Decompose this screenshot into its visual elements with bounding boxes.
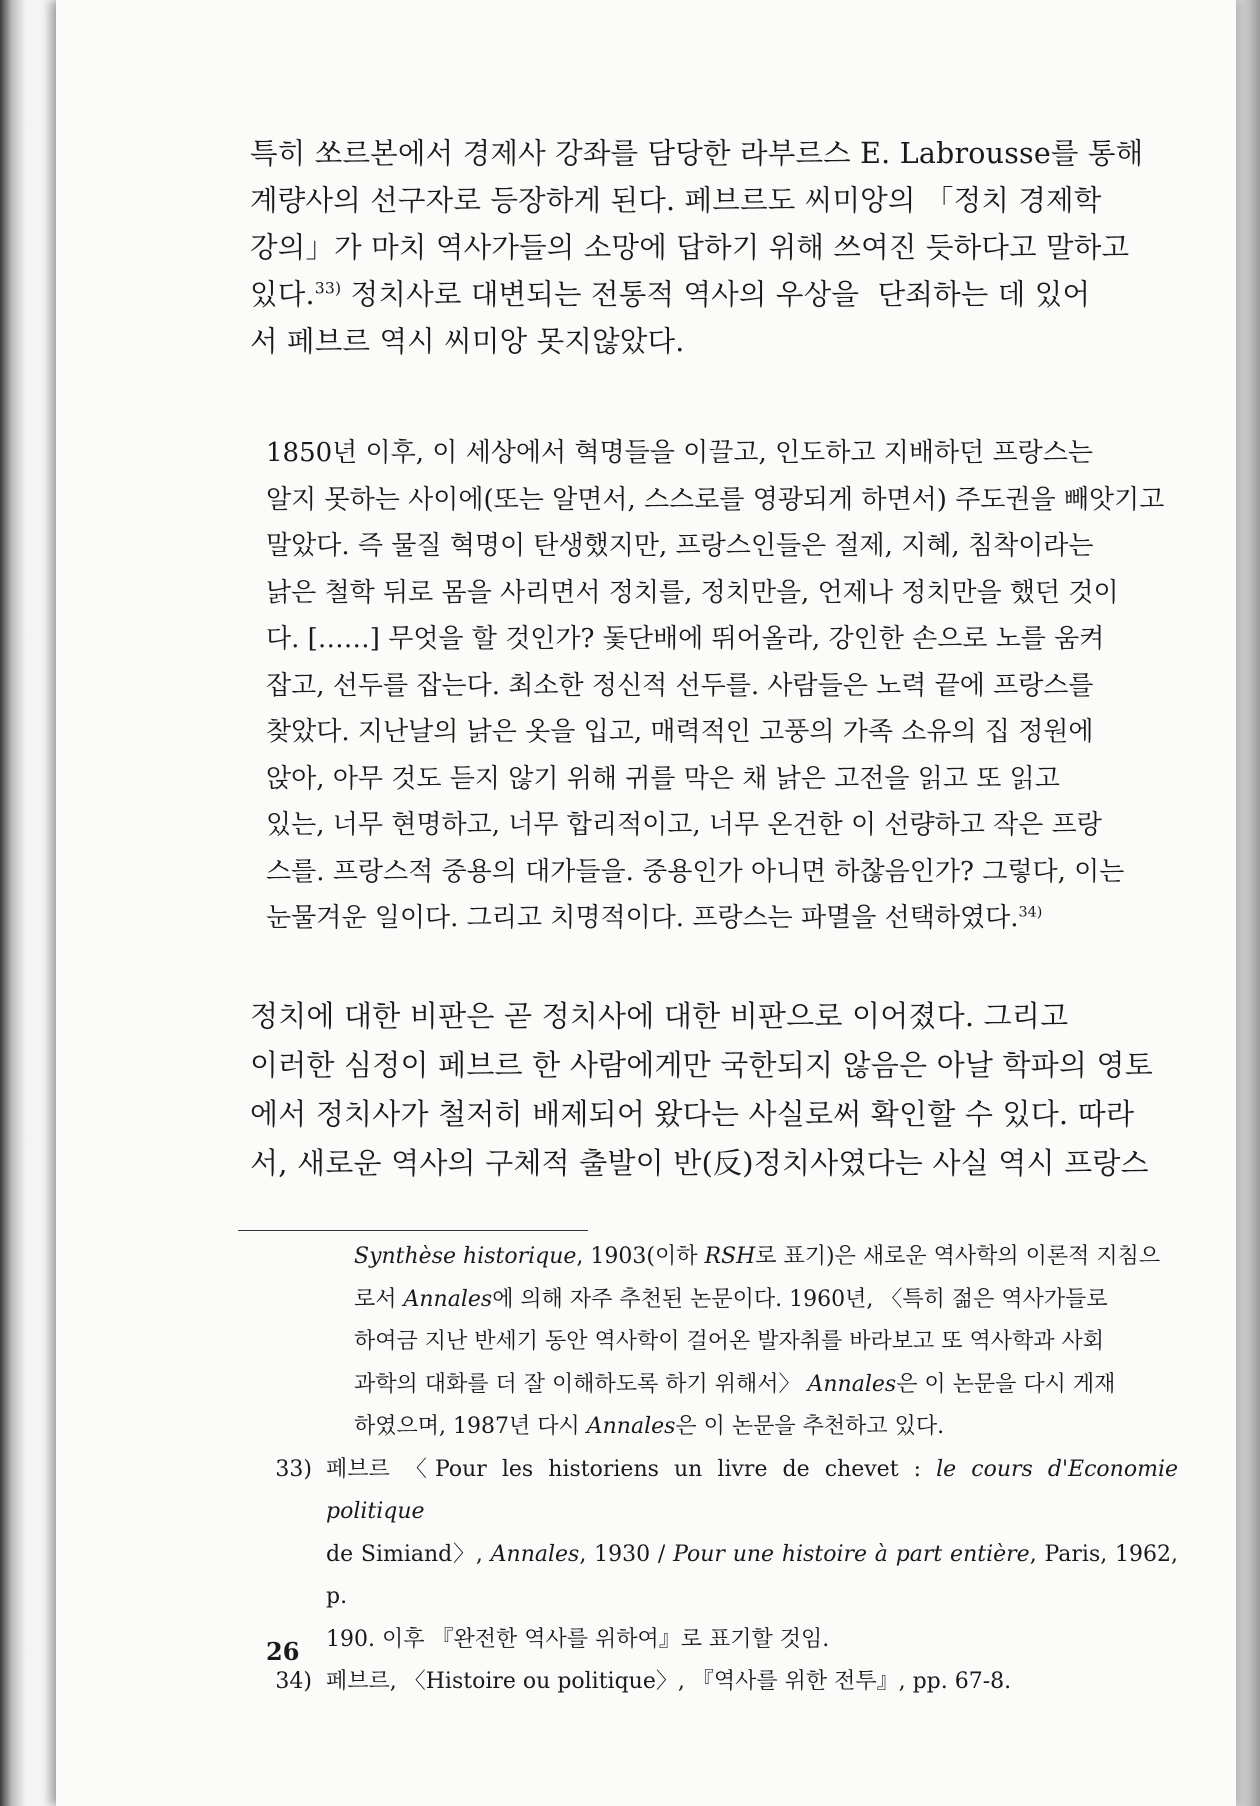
footnote-line: 페브르, 〈Histoire ou politique〉, 『역사를 위한 전투』, pp. 67-8. (326, 1669, 1012, 1694)
footnotes (256, 1236, 1178, 1704)
text-segment: Synthèse historique (354, 1244, 577, 1269)
quote-line: 있는, 너무 현명하고, 너무 합리적이고, 너무 온건한 이 선량하고 작은 프랑 (266, 810, 1102, 840)
quote-line: 찾았다. 지난날의 낡은 옷을 입고, 매력적인 고풍의 가족 소유의 집 정원에 (266, 717, 1094, 747)
text-segment: 은 이 논문을 다시 게재 (896, 1371, 1116, 1397)
text-segment: 은 이 논문을 추천하고 있다. (675, 1414, 945, 1439)
quote-line: 다. [……] 무엇을 할 것인가? 돛단배에 뛰어올라, 강인한 손으로 노를 움켜 (266, 624, 1105, 654)
footnote-33 (256, 1449, 1178, 1662)
quote-line: 앉아, 아무 것도 듣지 않기 위해 귀를 막은 채 낡은 고전을 읽고 또 읽고 (266, 763, 1060, 794)
text-segment: Annales (403, 1286, 493, 1312)
text-segment: Annales (807, 1371, 897, 1397)
footnote-34 (256, 1661, 1178, 1704)
quote-line (266, 895, 1178, 942)
text-segment: 정치사로 대변되는 전통적 역사의 우상을 단죄하는 데 있어 (341, 278, 1091, 311)
footnote-text (326, 1661, 1178, 1704)
footnote-text (326, 1449, 1178, 1662)
text-segment: RSH (704, 1244, 756, 1269)
text-segment: Annales (490, 1541, 580, 1567)
text-line: 서 페브르 역시 씨미앙 못지않았다. (250, 325, 685, 358)
text-segment: le cours d'Economie politique (326, 1456, 1179, 1524)
quote-line: 낡은 철학 뒤로 몸을 사리면서 정치를, 정치만을, 언제나 정치만을 했던 것이 (266, 577, 1119, 608)
footnote-number: 33) (275, 1456, 312, 1482)
text-line (250, 271, 1178, 318)
text-segment: 눈물겨운 일이다. 그리고 치명적이다. 프랑스는 파멸을 선택하였다. (266, 903, 1019, 933)
text-segment: 페브르 〈Pour les historiens un livre de chevet : (326, 1456, 937, 1482)
footnote-continuation (256, 1236, 1178, 1449)
text-segment: Pour une histoire à part entière (673, 1541, 1030, 1567)
text-segment: 로 표기)은 새로운 역사학의 이론적 지침으 (755, 1244, 1161, 1269)
quote-line: 1850년 이후, 이 세상에서 혁명들을 이끌고, 인도하고 지배하던 프랑스는 (266, 438, 1093, 468)
text-line: 특히 쏘르본에서 경제사 강좌를 담당한 라부르스 E. Labrousse를 통해 (250, 137, 1144, 170)
footnote-line (354, 1406, 1178, 1449)
text-segment: 있다. (250, 278, 315, 311)
text-line: 정치에 대한 비판은 곧 정치사에 대한 비판으로 이어졌다. 그리고 (250, 999, 1069, 1033)
text-segment: 로서 (354, 1286, 404, 1312)
text-segment: 에 의해 자주 추천된 논문이다. 1960년, 〈특히 젊은 역사가들로 (492, 1286, 1108, 1312)
text-segment: , 1903(이하 (576, 1244, 705, 1269)
quote-line: 말았다. 즉 물질 혁명이 탄생했지만, 프랑스인들은 절제, 지혜, 침착이라는 (266, 531, 1094, 561)
text-segment: 과학의 대화를 더 잘 이해하도록 하기 위해서〉 (354, 1371, 808, 1397)
footnote-line (326, 1534, 1178, 1619)
footnote-line (326, 1449, 1178, 1534)
page-number: 26 (266, 1637, 300, 1666)
body-paragraph-2 (250, 992, 1178, 1188)
block-quote (266, 430, 1178, 942)
footnote-number: 34) (275, 1669, 312, 1694)
text-segment: 하였으며, 1987년 다시 (354, 1414, 587, 1439)
text-segment: Annales (586, 1414, 676, 1439)
text-segment: , 1930 / (579, 1541, 674, 1567)
text-segment: de Simiand〉, (326, 1541, 491, 1567)
text-segment: , Paris, 1962, p. (326, 1541, 1179, 1609)
footnote-line (354, 1279, 1178, 1322)
footnote-ref-34: 34) (1018, 904, 1043, 921)
quote-line: 잡고, 선두를 잡는다. 최소한 정신적 선두를. 사람들은 노력 끝에 프랑스를 (266, 670, 1094, 701)
text-line: 이러한 심정이 페브르 한 사람에게만 국한되지 않음은 아날 학파의 영토 (250, 1048, 1153, 1082)
text-line: 서, 새로운 역사의 구체적 출발이 반(反)정치사였다는 사실 역시 프랑스 (250, 1146, 1149, 1180)
body-paragraph-1 (250, 130, 1178, 365)
text-line: 에서 정치사가 철저히 배제되어 왔다는 사실로써 확인할 수 있다. 따라 (250, 1097, 1135, 1131)
footnote-line (354, 1364, 1178, 1407)
footnote-line (354, 1236, 1178, 1279)
footnote-ref-33: 33) (314, 278, 342, 298)
quote-line: 스를. 프랑스적 중용의 대가들을. 중용인가 아니면 하찮음인가? 그렇다, 이는 (266, 856, 1125, 887)
book-page (56, 0, 1236, 1806)
footnote-line: 190. 이후 『완전한 역사를 위하여』로 표기할 것임. (326, 1626, 830, 1652)
text-line: 계량사의 선구자로 등장하게 된다. 페브르도 씨미앙의 「정치 경제학 (250, 184, 1102, 217)
quote-line: 알지 못하는 사이에(또는 알면서, 스스로를 영광되게 하면서) 주도권을 빼앗기고 (266, 484, 1165, 515)
text-line: 강의」가 마치 역사가들의 소망에 답하기 위해 쓰여진 듯하다고 말하고 (250, 231, 1130, 264)
footnote-line: 하여금 지난 반세기 동안 역사학이 걸어온 발자취를 바라보고 또 역사학과 사회 (354, 1329, 1104, 1354)
footnote-divider (238, 1230, 588, 1231)
